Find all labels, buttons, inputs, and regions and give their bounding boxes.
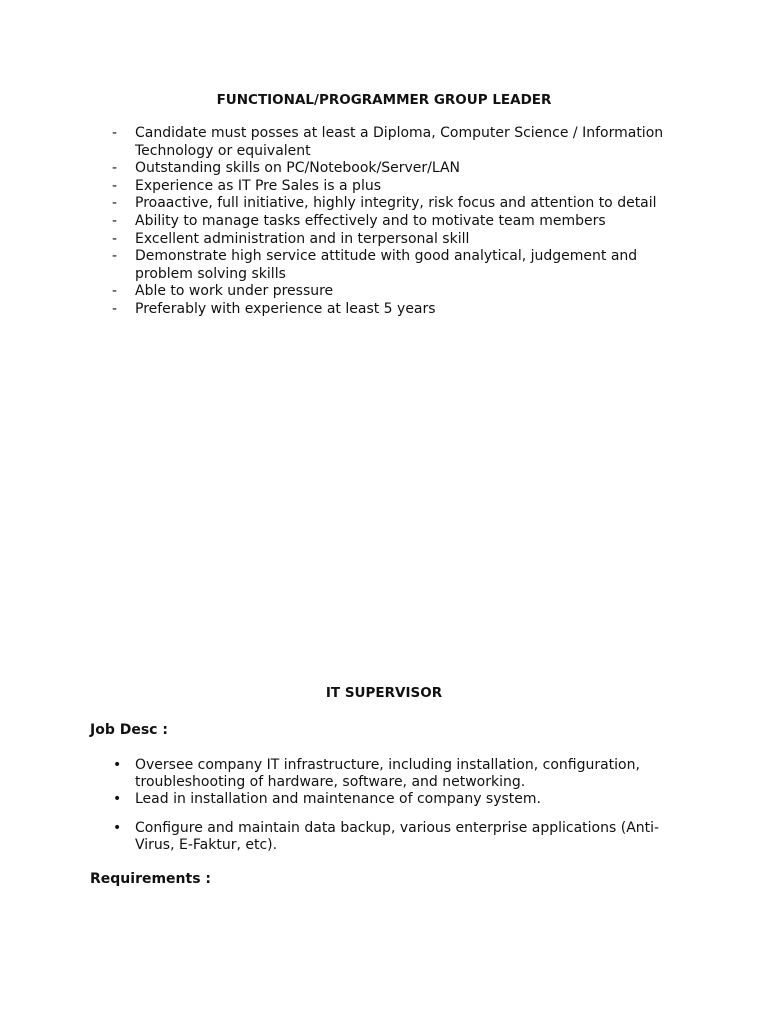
list-item bbox=[108, 301, 668, 319]
list-item bbox=[108, 820, 668, 854]
list-item bbox=[108, 248, 668, 283]
dash-marker: - bbox=[112, 177, 118, 194]
list-item-text: Experience as IT Pre Sales is a plus bbox=[135, 177, 382, 194]
list-item bbox=[108, 791, 668, 808]
list-item bbox=[108, 283, 668, 301]
list-item bbox=[108, 757, 668, 791]
job-desc-list bbox=[108, 757, 668, 808]
list-item-text: Proaactive, full initiative, highly integrity, risk focus and attention to detail bbox=[135, 195, 657, 212]
list-item-text: Outstanding skills on PC/Notebook/Server/LAN bbox=[135, 160, 461, 177]
job-desc-list-continued bbox=[108, 820, 668, 854]
requirements-label: Requirements : bbox=[90, 871, 212, 887]
list-item-text: Able to work under pressure bbox=[135, 283, 334, 300]
list-item-text: Excellent administration and in terpersonal skill bbox=[135, 230, 470, 247]
section-title-it-supervisor: IT SUPERVISOR bbox=[325, 685, 443, 701]
dash-marker: - bbox=[112, 300, 118, 317]
list-item-text: Lead in installation and maintenance of company system. bbox=[135, 791, 541, 807]
job-desc-label: Job Desc : bbox=[90, 722, 168, 738]
list-item-text: Configure and maintain data backup, various enterprise applications (Anti-Virus, E-Faktur, etc). bbox=[135, 820, 660, 853]
dash-marker: - bbox=[112, 125, 118, 141]
list-item bbox=[108, 231, 668, 249]
dash-marker: - bbox=[112, 283, 118, 300]
dash-marker: - bbox=[112, 160, 118, 177]
bullet-marker: • bbox=[113, 757, 122, 773]
dash-marker: - bbox=[112, 212, 118, 229]
list-item-text: Demonstrate high service attitude with good analytical, judgement and problem solving skills bbox=[135, 248, 638, 282]
dash-marker: - bbox=[112, 230, 118, 247]
list-item bbox=[108, 195, 668, 213]
list-item bbox=[108, 125, 668, 160]
bullet-marker: • bbox=[113, 791, 122, 807]
list-item-text: Oversee company IT infrastructure, including installation, configuration, troubleshooting of hardware, software, and networking. bbox=[135, 757, 640, 790]
bullet-marker: • bbox=[113, 820, 122, 836]
dash-marker: - bbox=[112, 195, 118, 212]
list-item bbox=[108, 178, 668, 196]
list-item bbox=[108, 213, 668, 231]
list-item bbox=[108, 160, 668, 178]
requirements-list-group-leader bbox=[108, 125, 668, 319]
section-title-group-leader: FUNCTIONAL/PROGRAMMER GROUP LEADER bbox=[216, 92, 552, 108]
list-item-text: Ability to manage tasks effectively and to motivate team members bbox=[135, 212, 606, 229]
dash-marker: - bbox=[112, 248, 118, 265]
list-item-text: Preferably with experience at least 5 years bbox=[135, 300, 436, 317]
list-item-text: Candidate must posses at least a Diploma, Computer Science / Information Technology or equivalent bbox=[135, 125, 664, 159]
